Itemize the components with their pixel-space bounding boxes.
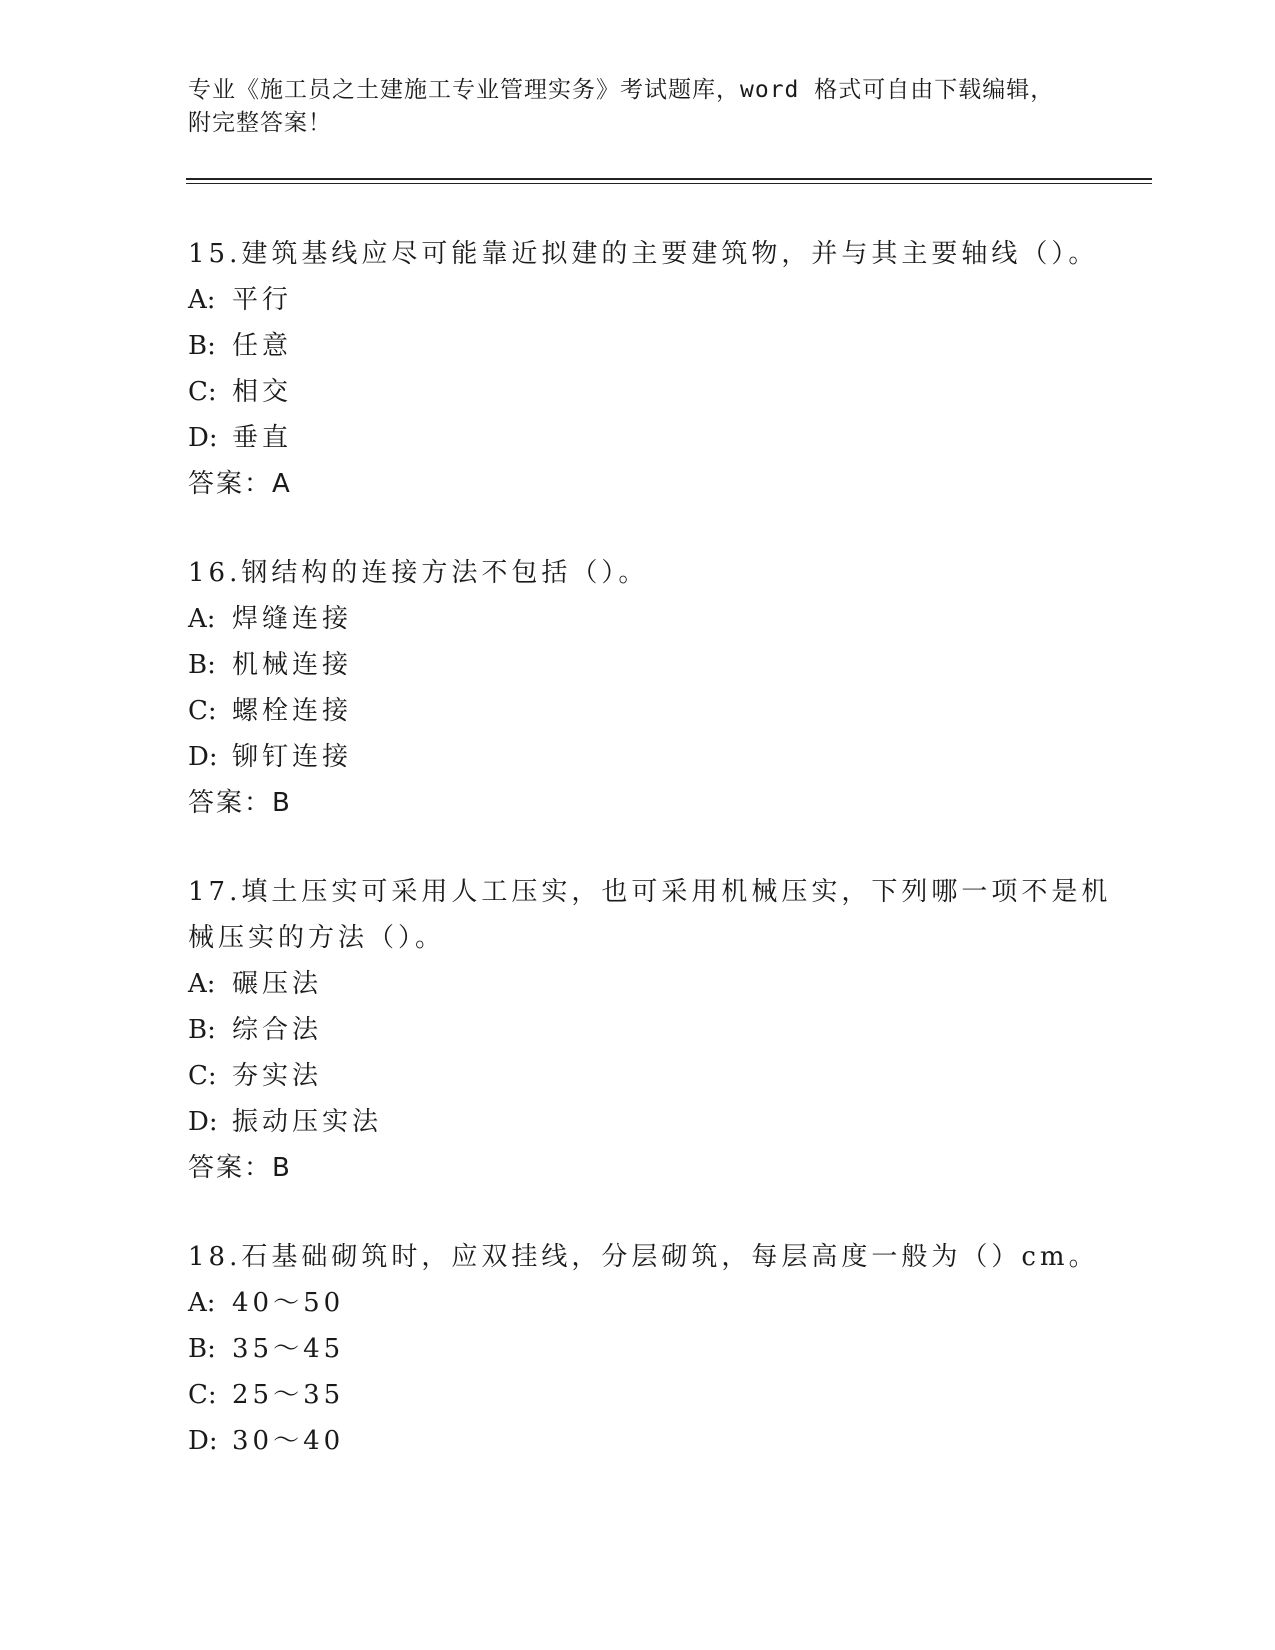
option-c [188,688,1088,734]
option-text: 相交 [232,377,293,407]
option-label: C: [188,696,217,726]
question-15 [188,231,1099,507]
header-rule-thick [186,178,1152,180]
option-label: B: [188,650,216,680]
option-a [188,1280,1088,1326]
answer-line: 答案：B [188,1153,292,1183]
option-text: 任意 [232,331,293,361]
question-18 [188,1234,1099,1464]
option-b [188,1007,1088,1053]
question-16 [188,550,1088,826]
option-a [188,277,1088,323]
header-line-2: 附完整答案！ [188,110,332,136]
question-stem-line-1: 17.填土压实可采用人工压实，也可采用机械压实，下列哪一项不是机 [188,877,1112,907]
header-line-1: 专业《施工员之土建施工专业管理实务》考试题库，word 格式可自由下载编辑， [188,77,1055,103]
option-label: A: [188,1288,216,1318]
question-stem-line-2: 械压实的方法（）。 [188,923,446,953]
option-c [188,369,1088,415]
header-rule-thin [186,183,1152,184]
option-c [188,1053,1088,1099]
question-stem: 18.石基础砌筑时，应双挂线，分层砌筑，每层高度一般为（）cm。 [188,1242,1099,1272]
question-stem: 16.钢结构的连接方法不包括（）。 [188,558,649,588]
option-text: 垂直 [232,423,293,453]
option-label: C: [188,377,217,407]
option-c [188,1372,1088,1418]
option-label: A: [188,969,216,999]
option-d [188,734,1088,780]
option-label: B: [188,1015,216,1045]
option-label: B: [188,331,216,361]
option-b [188,1326,1088,1372]
option-label: D: [188,742,218,772]
answer-line: 答案：A [188,469,292,499]
option-text: 平行 [232,285,293,315]
question-17 [188,869,1112,1191]
option-label: B: [188,1334,216,1364]
option-text: 碾压法 [232,969,323,999]
option-text: 25～35 [232,1380,345,1410]
document-header [188,74,1088,140]
option-text: 振动压实法 [232,1107,383,1137]
option-a [188,596,1088,642]
option-text: 螺栓连接 [232,696,353,726]
option-label: C: [188,1061,217,1091]
option-d [188,415,1088,461]
option-text: 35～45 [232,1334,345,1364]
option-text: 焊缝连接 [232,604,353,634]
option-label: A: [188,285,216,315]
option-text: 30～40 [232,1426,345,1456]
option-b [188,642,1088,688]
option-d [188,1099,1088,1145]
option-label: D: [188,1107,218,1137]
option-b [188,323,1088,369]
option-label: C: [188,1380,217,1410]
option-label: D: [188,1426,218,1456]
option-text: 综合法 [232,1015,323,1045]
option-text: 40～50 [232,1288,345,1318]
option-text: 机械连接 [232,650,353,680]
answer-line: 答案：B [188,788,292,818]
question-stem: 15.建筑基线应尽可能靠近拟建的主要建筑物，并与其主要轴线（）。 [188,239,1099,269]
option-label: A: [188,604,216,634]
option-a [188,961,1088,1007]
option-d [188,1418,1088,1464]
option-text: 铆钉连接 [232,742,353,772]
option-label: D: [188,423,218,453]
option-text: 夯实法 [232,1061,323,1091]
